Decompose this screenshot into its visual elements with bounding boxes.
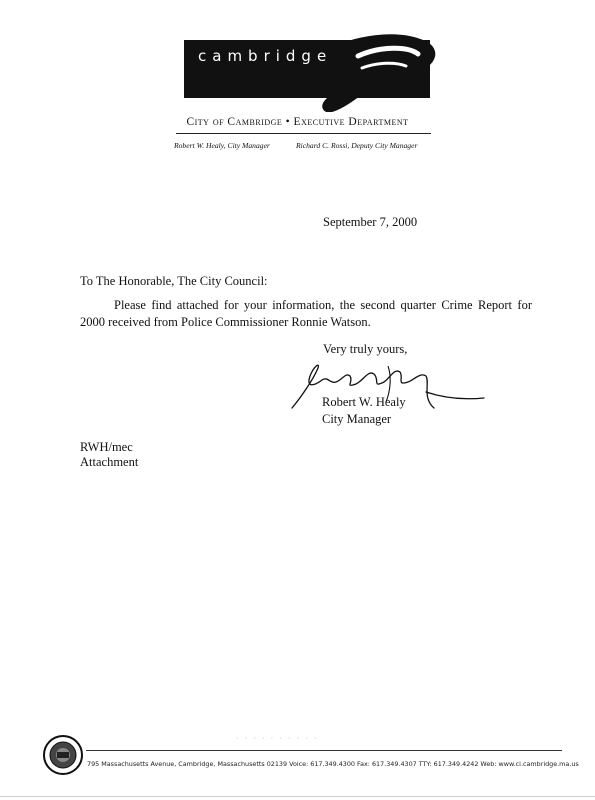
page-edge-line (0, 796, 595, 797)
faint-received-stamp: · · · · · · · · · · (236, 734, 319, 743)
signer-name: Robert W. Healy (322, 395, 406, 409)
footer-address: 795 Massachusetts Avenue, Cambridge, Massachusetts 02139 Voice: 617.349.4300 Fax: 617.349.4307 TTY: 617.349.4242 Web: www.ci.cambridge.ma.us (87, 760, 579, 768)
city-manager-line: Robert W. Healy, City Manager (174, 141, 270, 150)
city-logo-text: cambridge (198, 47, 333, 65)
city-logo-swoosh-icon (300, 34, 440, 112)
salutation: To The Honorable, The City Council: (80, 274, 268, 288)
signer-title: City Manager (322, 412, 392, 426)
letterhead-divider (176, 133, 431, 134)
letter-body-text: Please find attached for your information, the second quarter Crime Report for 2000 received from Police Commissioner Ronnie Watson. (80, 298, 532, 329)
letter-date: September 7, 2000 (323, 215, 418, 229)
city-seal-icon (42, 734, 84, 776)
enclosure-note: Attachment (80, 455, 139, 469)
deputy-city-manager-line: Richard C. Rossi, Deputy City Manager (296, 141, 418, 150)
letter-body (80, 297, 532, 331)
closing: Very truly yours, (323, 342, 408, 356)
typist-initials: RWH/mec (80, 440, 133, 454)
department-title: City of Cambridge • Executive Department (186, 116, 409, 128)
footer-divider (86, 750, 562, 751)
